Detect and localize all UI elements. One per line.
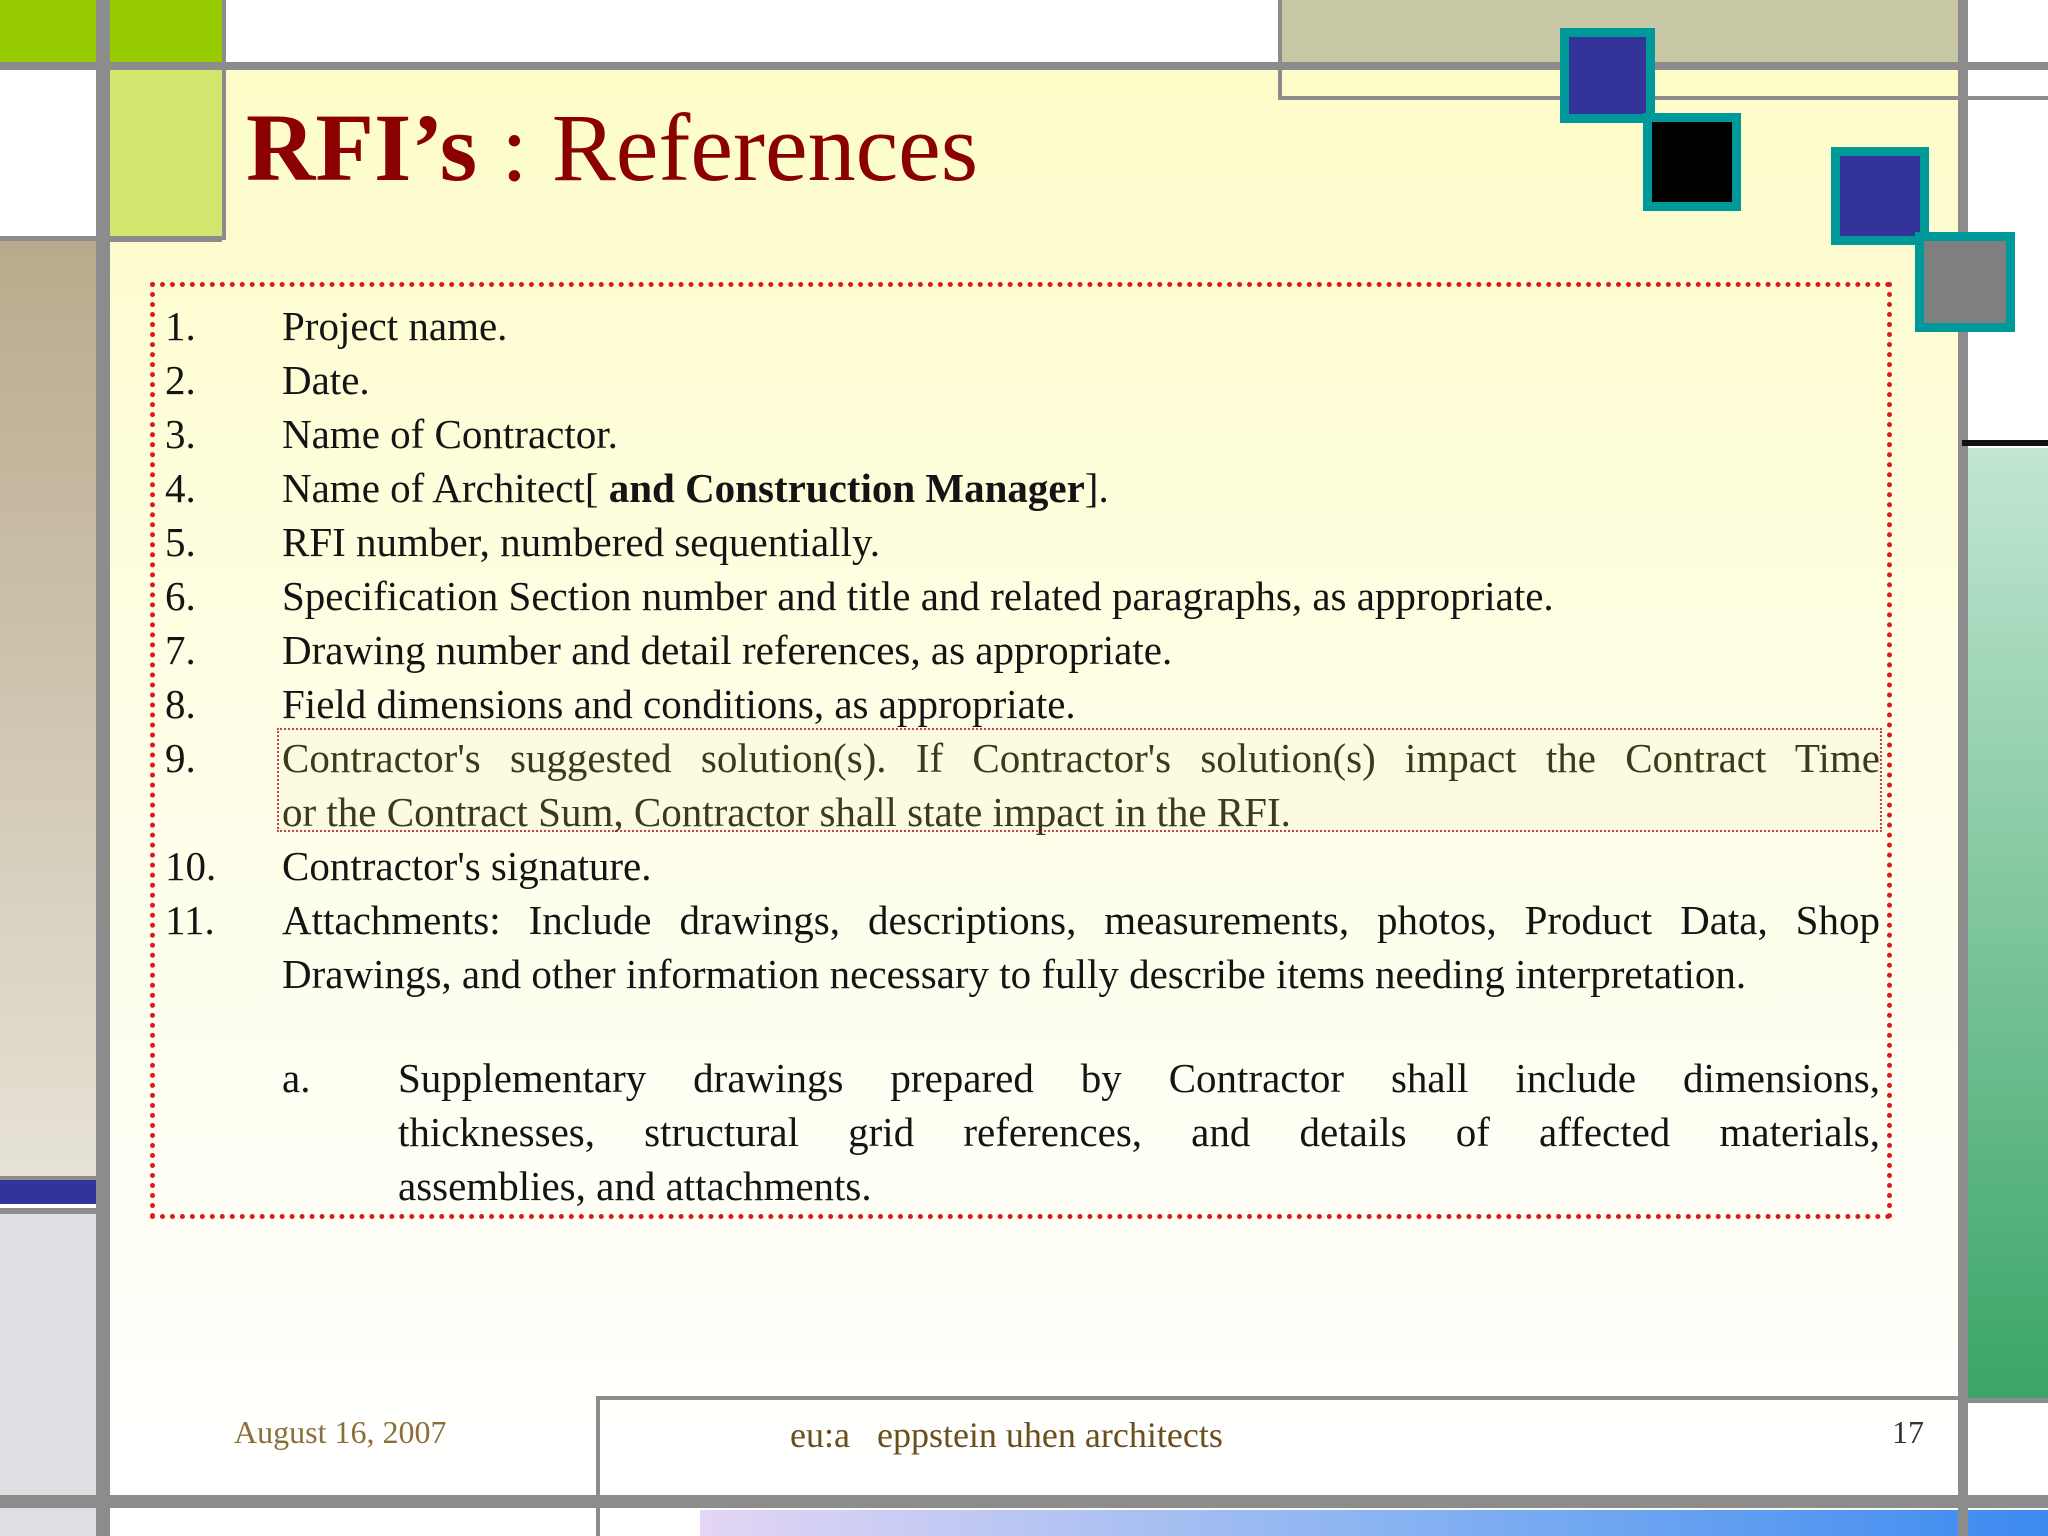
frame-bar (222, 0, 226, 240)
title-bold: RFI’s (246, 94, 478, 201)
frame-bar (0, 1208, 96, 1214)
item-text-part: Name of Architect[ (282, 465, 599, 511)
lime-corner-block (0, 0, 222, 64)
black-rule (1962, 440, 2048, 446)
item-number: 10. (165, 843, 217, 889)
item-number: 5. (165, 519, 196, 565)
item-text: Name of Contractor. (282, 411, 618, 457)
item-text: RFI number, numbered sequentially. (282, 519, 881, 565)
light-lime-block (110, 70, 222, 238)
item-text: Project name. (282, 303, 508, 349)
frame-bar (596, 1396, 600, 1536)
item-number: 7. (165, 627, 196, 673)
slide-title (246, 95, 978, 201)
item-text: or the Contract Sum, Contractor shall state impact in the RFI. (282, 789, 1291, 835)
item-number: 3. (165, 411, 196, 457)
footer-date: August 16, 2007 (234, 1414, 447, 1450)
subitem-text: assemblies, and attachments. (398, 1163, 872, 1209)
navy-square (1831, 147, 1929, 245)
subitem-text: Supplementary drawings prepared by Contractor shall include dimensions, (398, 1055, 1880, 1101)
footer-firm: eu:a eppstein uhen architects (790, 1415, 1223, 1455)
item-text: Contractor's signature. (282, 843, 652, 889)
subitem-text: thicknesses, structural grid references, and details of affected materials, (398, 1109, 1880, 1155)
frame-bar (96, 0, 110, 1536)
item-text: Drawings, and other information necessary to fully describe items needing interpretation. (282, 951, 1747, 997)
item-number: 4. (165, 465, 196, 511)
item-text: Specification Section number and title and related paragraphs, as appropriate. (282, 573, 1554, 619)
subitem-label: a. (282, 1055, 311, 1101)
item-text-bold: and Construction Manager (598, 465, 1085, 511)
item-number: 2. (165, 357, 196, 403)
green-right-bar (1968, 448, 2048, 1398)
item-number: 9. (165, 735, 196, 781)
item-number: 8. (165, 681, 196, 727)
navy-strip (0, 1180, 96, 1204)
item-text: Date. (282, 357, 370, 403)
item-text-part: ]. (1084, 465, 1109, 511)
page-number: 17 (1892, 1414, 1924, 1450)
item-text: Attachments: Include drawings, descriptions, measurements, photos, Product Data, Shop (282, 897, 1880, 943)
item-text: Drawing number and detail references, as appropriate. (282, 627, 1173, 673)
frame-bar (96, 236, 222, 242)
tan-sidebar (0, 240, 96, 1180)
title-rest: : References (477, 94, 979, 201)
frame-bar (0, 62, 2048, 70)
frame-bar (596, 1396, 1958, 1400)
item-text (282, 464, 1109, 512)
frame-bar (0, 1495, 2048, 1508)
item-text: Field dimensions and conditions, as appropriate. (282, 681, 1076, 727)
navy-square (1560, 28, 1655, 123)
frame-bar (1278, 0, 1282, 100)
item-number: 6. (165, 573, 196, 619)
frame-bar (0, 1176, 96, 1180)
gradient-bottom-strip (700, 1510, 2048, 1536)
item-number: 1. (165, 303, 196, 349)
gray-square (1915, 232, 2015, 332)
item-text: Contractor's suggested solution(s). If Contractor's solution(s) impact the Contract Time (282, 735, 1880, 781)
frame-bar (1968, 1398, 2048, 1403)
gray-sidebar-bottom (0, 1214, 96, 1536)
item-number: 11. (165, 897, 215, 943)
frame-bar (1278, 96, 2048, 100)
black-square (1643, 113, 1741, 211)
frame-bar (1958, 0, 1968, 1536)
frame-bar (0, 236, 96, 241)
